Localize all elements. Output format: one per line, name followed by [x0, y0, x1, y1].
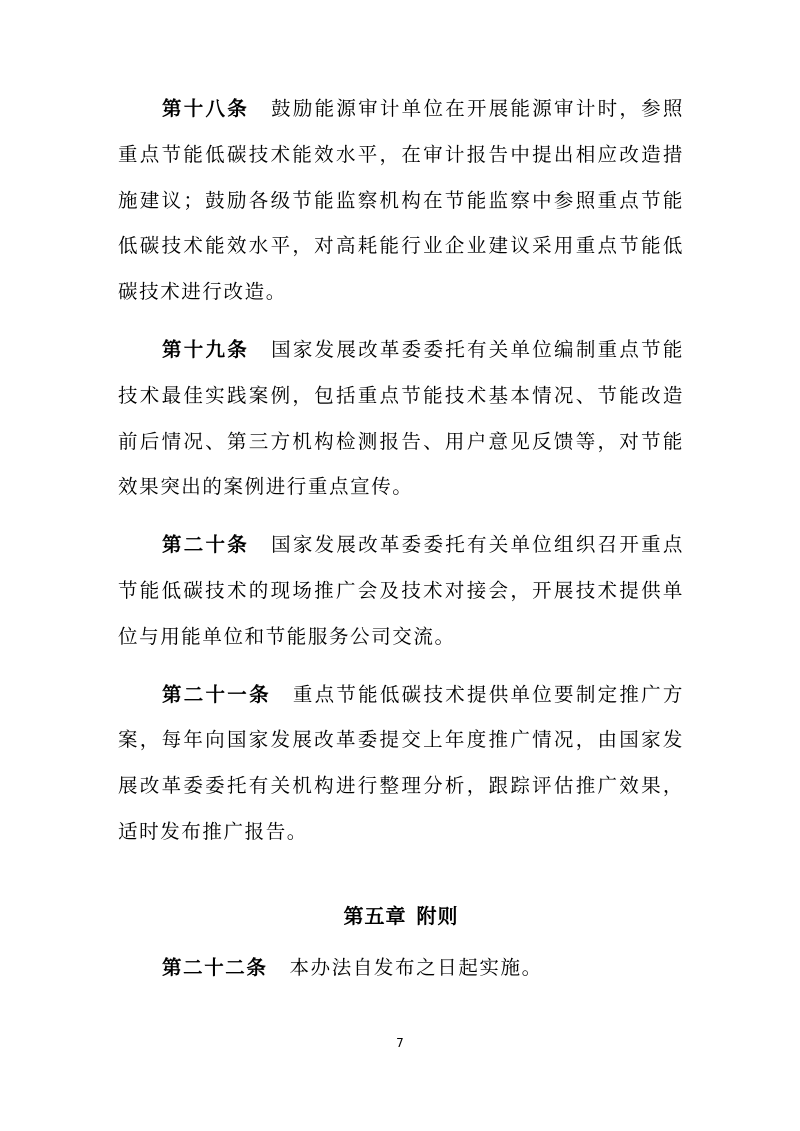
article-21 — [118, 672, 684, 855]
article-label: 第二十条 — [162, 533, 250, 557]
article-text: 国家发展改革委委托有关单位组织召开重点节能低碳技术的现场推广会及技术对接会，开展技术提供单位与用能单位和节能服务公司交流。 — [118, 533, 684, 648]
article-label: 第二十一条 — [162, 682, 271, 706]
article-19 — [118, 327, 684, 510]
article-label: 第二十二条 — [162, 955, 268, 979]
article-text: 本办法自发布之日起实施。 — [289, 955, 543, 979]
article-text: 国家发展改革委委托有关单位编制重点节能技术最佳实践案例，包括重点节能技术基本情况、节能改造前后情况、第三方机构检测报告、用户意见反馈等，对节能效果突出的案例进行重点宣传。 — [118, 337, 684, 499]
article-22 — [118, 945, 684, 991]
document-body — [118, 86, 684, 1003]
article-18 — [118, 86, 684, 315]
article-label: 第十八条 — [162, 97, 250, 120]
chapter-title: 附则 — [416, 903, 459, 928]
chapter-heading — [118, 895, 684, 937]
article-20 — [118, 522, 684, 659]
article-label: 第十九条 — [162, 337, 250, 361]
page-number: 7 — [396, 1036, 404, 1050]
article-text: 鼓励能源审计单位在开展能源审计时，参照重点节能低碳技术能效水平，在审计报告中提出相应改造措施建议；鼓励各级节能监察机构在节能监察中参照重点节能低碳技术能效水平，对高耗能行业企业建议采用重点节能低碳技术进行改造。 — [118, 97, 684, 304]
chapter-number: 第五章 — [343, 903, 407, 928]
article-text: 重点节能低碳技术提供单位要制定推广方案，每年向国家发展改革委提交上年度推广情况，由国家发展改革委委托有关机构进行整理分析，跟踪评估推广效果，适时发布推广报告。 — [118, 682, 684, 843]
